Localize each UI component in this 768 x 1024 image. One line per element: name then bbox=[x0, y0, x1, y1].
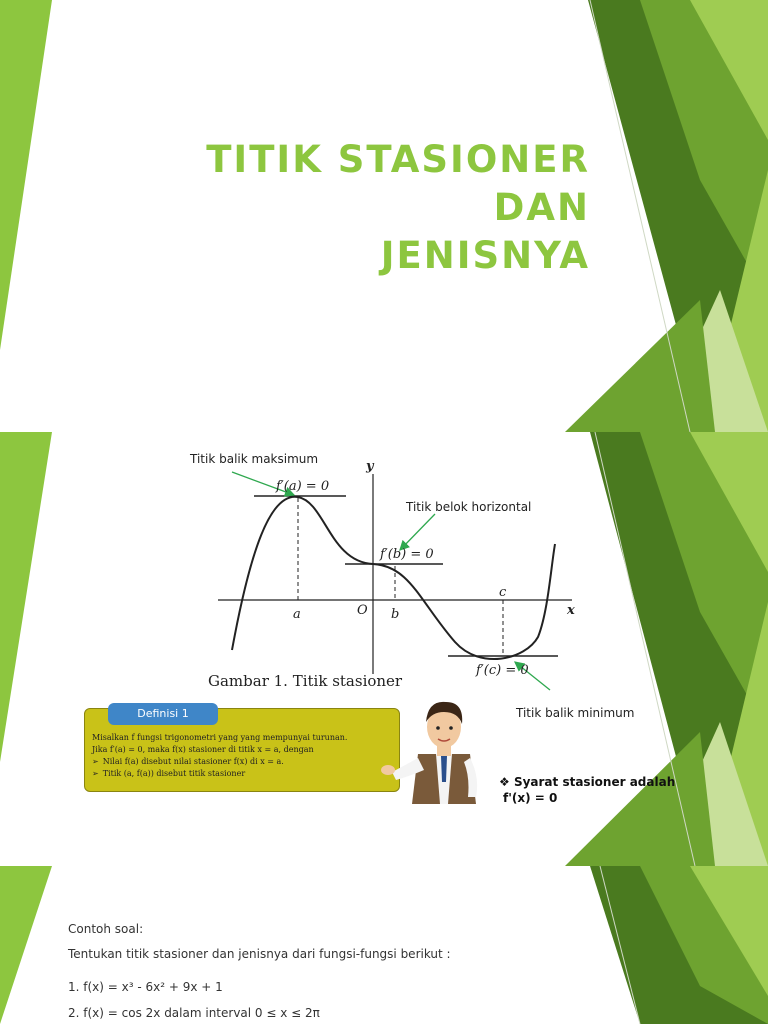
example-instruction: Tentukan titik stasioner dan jenisnya dari fungsi-fungsi berikut : bbox=[68, 947, 451, 961]
label-f-prime-c: f′(c) = 0 bbox=[476, 663, 529, 678]
title-line-2: DAN bbox=[493, 186, 590, 229]
slide3-decoration bbox=[0, 866, 768, 1024]
definition-bullet-2: ➢ Titik (a, f(a)) disebut titik stasioner bbox=[92, 769, 246, 778]
title-line-1: TITIK STASIONER bbox=[206, 138, 590, 181]
label-min: Titik balik minimum bbox=[516, 706, 635, 720]
origin-label: O bbox=[357, 603, 368, 618]
definition-line-1: Misalkan f fungsi trigonometri yang yang mempunyai turunan. bbox=[92, 733, 348, 742]
definition-bullet-1: ➢ Nilai f(a) disebut nilai stasioner f(x) di x = a. bbox=[92, 757, 284, 766]
label-f-prime-a: f′(a) = 0 bbox=[276, 479, 330, 494]
label-max: Titik balik maksimum bbox=[190, 452, 319, 466]
slide-title bbox=[0, 0, 768, 432]
example-item-1: 1. f(x) = x³ - 6x² + 9x + 1 bbox=[68, 980, 223, 994]
example-heading: Contoh soal: bbox=[68, 922, 144, 936]
slide-example bbox=[0, 866, 768, 1024]
label-belok: Titik belok horizontal bbox=[406, 500, 532, 514]
figure-caption: Gambar 1. Titik stasioner bbox=[208, 672, 403, 690]
definition-tab: Definisi 1 bbox=[108, 703, 218, 725]
axis-x-label: x bbox=[567, 603, 575, 618]
axis-y-label: y bbox=[366, 459, 374, 474]
syarat-line-2: f'(x) = 0 bbox=[503, 791, 558, 805]
syarat-stasioner bbox=[499, 774, 675, 806]
label-f-prime-b: f′(b) = 0 bbox=[380, 547, 434, 562]
b-label: b bbox=[391, 607, 400, 622]
definition-line-2: Jika f′(a) = 0, maka f(x) stasioner di titik x = a, dengan bbox=[92, 745, 314, 754]
arrow-bullet-icon: ➢ bbox=[92, 769, 99, 778]
a-label: a bbox=[293, 607, 301, 622]
diamond-bullet-icon: ❖ bbox=[499, 775, 510, 789]
slide-stationary-points bbox=[0, 432, 768, 866]
title-line-3: JENISNYA bbox=[380, 234, 590, 277]
arrow-bullet-icon: ➢ bbox=[92, 757, 99, 766]
syarat-line-1: Syarat stasioner adalah bbox=[513, 775, 676, 789]
c-label: c bbox=[499, 585, 507, 600]
example-item-2: 2. f(x) = cos 2x dalam interval 0 ≤ x ≤ 2π bbox=[68, 1006, 320, 1020]
slide1-decoration bbox=[0, 0, 768, 432]
